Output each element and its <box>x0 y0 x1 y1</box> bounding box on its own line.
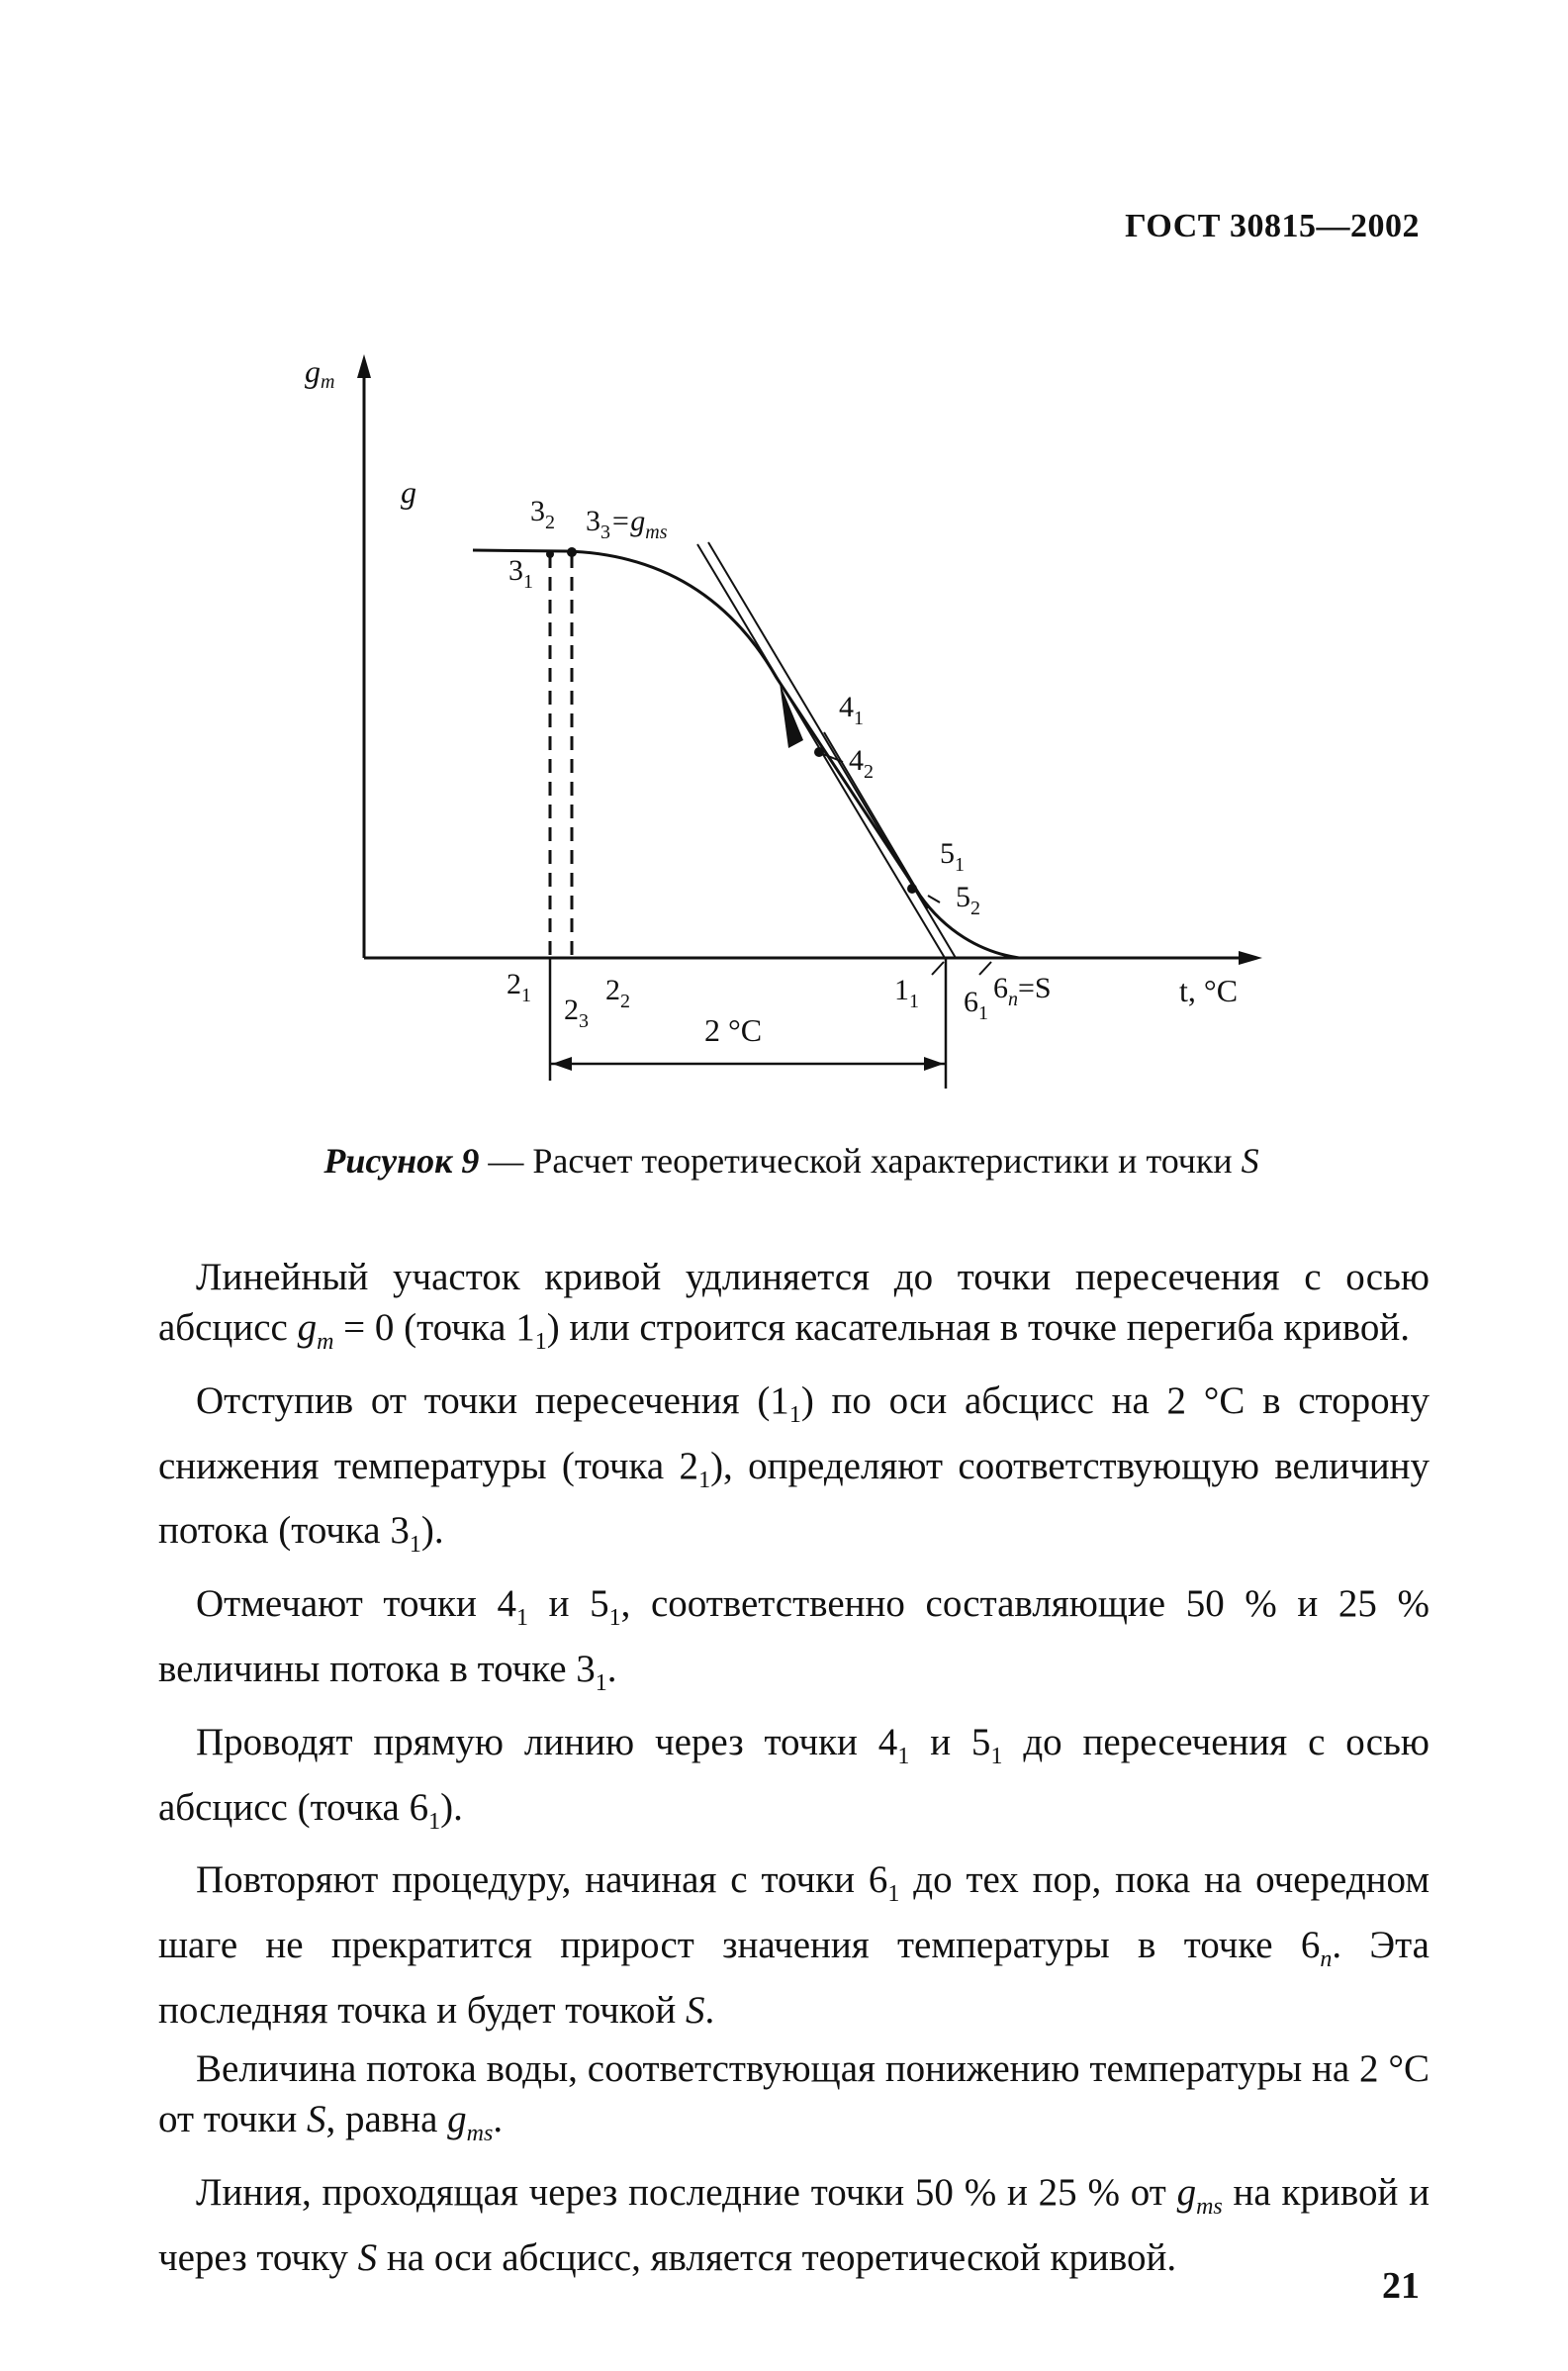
dimension-label: 2 °C <box>704 1012 763 1048</box>
characteristic-curve <box>473 550 1019 958</box>
label-5-2: 5 <box>956 881 970 913</box>
paragraph-3: Отмечают точки $4_1$ и $5_1$, соответственно составляющие 50 % и 25 % величины потока в точке $3_1$. <box>158 1582 1430 1696</box>
caption-text: — Расчет теоретической характеристики и точки <box>479 1141 1242 1181</box>
tangent-line-2 <box>708 542 956 958</box>
x-axis-label: t, °C <box>1179 973 1239 1008</box>
figure-9-diagram <box>0 0 1568 1108</box>
point-3-3 <box>567 547 577 557</box>
paragraph-6: Величина потока воды, соответствующая понижению температуры на 2 °С от точки S, равна $g_{ms}$. <box>158 2046 1430 2146</box>
dimension-arrow-left <box>552 1057 572 1071</box>
svg-text:52: $5_2$ <box>956 881 980 919</box>
paragraph-1: Линейный участок кривой удлиняется до точки пересечения с осью абсцисс $g_m = 0$ (точка $1_1$) или строится касательная в точке перегиба кривой. <box>158 1256 1430 1355</box>
label-5-1: 5 <box>940 837 955 870</box>
point-5-2 <box>907 884 917 894</box>
pointer-6n <box>979 962 991 975</box>
figure-caption <box>178 1140 1405 1182</box>
paragraph-2: Отступив от точки пересечения $(1_1)$ по оси абсцисс на 2 °С в сторону снижения температуры (точка $2_1$), определяют соответствующую величину потока (точка $3_1$). <box>158 1378 1430 1559</box>
svg-text:21: $2_1$ <box>507 968 531 1006</box>
svg-text:42: $4_2$ <box>849 744 874 783</box>
x-axis-arrow <box>1239 951 1262 965</box>
point-4-2 <box>814 747 824 757</box>
label-6-1: 6 <box>964 986 978 1018</box>
label-2-2: 2 <box>605 974 620 1006</box>
point-3-1 <box>546 550 554 558</box>
label-3-1: 3 <box>508 554 523 587</box>
label-6-n: 6 <box>993 972 1008 1004</box>
document-header: ГОСТ 30815—2002 <box>1125 208 1420 244</box>
pointer-5-2 <box>928 896 940 902</box>
svg-text:22: $2_2$ <box>605 974 630 1012</box>
svg-text:6n=S: $6_n=S$ <box>993 972 1052 1010</box>
dimension-arrow-right <box>924 1057 944 1071</box>
caption-s: S <box>1241 1141 1259 1181</box>
caption-lead: Рисунок 9 <box>323 1141 480 1181</box>
svg-text:51: $5_1$ <box>940 837 965 876</box>
svg-text:11: $1_1$ <box>894 974 919 1012</box>
label-2-3: 2 <box>564 994 579 1026</box>
g-label: g <box>401 474 416 510</box>
y-axis-label: g <box>305 353 321 389</box>
body-text <box>158 1252 1430 2291</box>
label-2-1: 2 <box>507 968 521 1000</box>
label-3-3: 3 <box>586 505 600 537</box>
pointer-1-1 <box>932 962 944 975</box>
svg-text:gm: gm <box>305 353 335 393</box>
label-4-2: 4 <box>849 744 864 777</box>
svg-text:33=gms: $3_3=g_{ms}$ <box>586 505 668 543</box>
svg-text:23: $2_3$ <box>564 994 589 1032</box>
y-axis-arrow <box>357 354 371 378</box>
paragraph-7: Линия, проходящая через последние точки 50 % и 25 % от $g_{ms}$ на кривой и через точку S на оси абсцисс, является теоретической кривой. <box>158 2170 1430 2279</box>
page-number: 21 <box>1382 2265 1420 2307</box>
label-3-2: 3 <box>530 495 545 527</box>
label-1-1: 1 <box>894 974 909 1006</box>
svg-text:32: $3_2$ <box>530 495 555 533</box>
paragraph-4: Проводят прямую линию через точки $4_1$ и $5_1$ до пересечения с осью абсцисс (точка $6_1$). <box>158 1720 1430 1835</box>
paragraph-5: Повторяют процедуру, начиная с точки $6_1$ до тех пор, пока на очередном шаге не прекратится прирост значения температуры в точке $6_n$. Эта последняя точка и будет точкой S. <box>158 1858 1430 2032</box>
svg-text:31: $3_1$ <box>508 554 533 593</box>
svg-text:41: $4_1$ <box>839 691 864 729</box>
svg-text:61: $6_1$ <box>964 986 988 1024</box>
tangent-line-3 <box>824 732 928 908</box>
label-4-1: 4 <box>839 691 854 723</box>
